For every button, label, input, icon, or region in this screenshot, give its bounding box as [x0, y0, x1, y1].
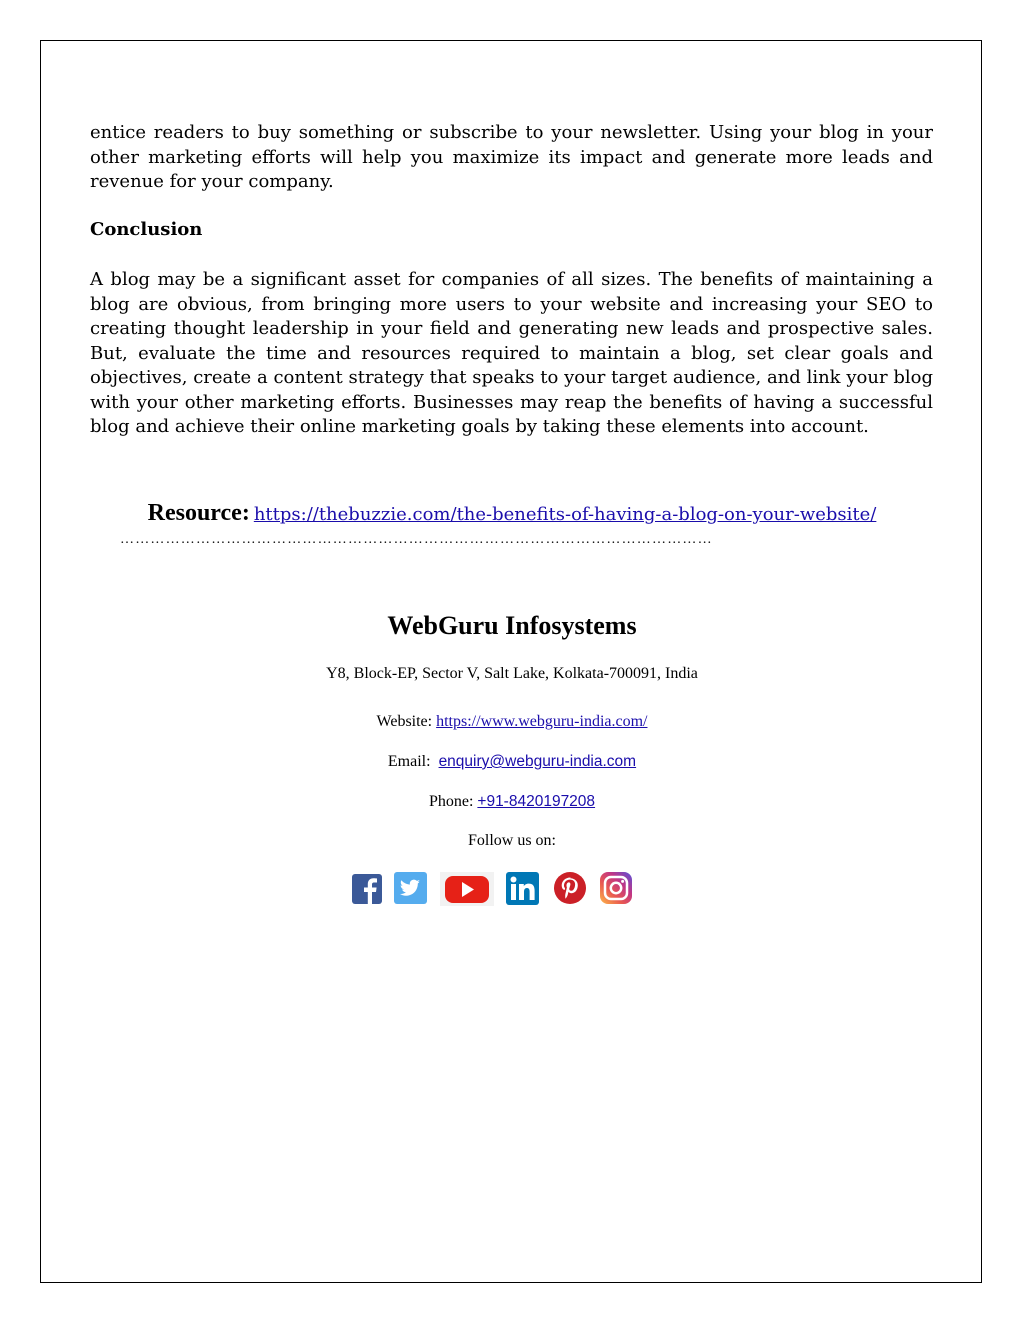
body-paragraph-1: entice readers to buy something or subscribe to your newsletter. Using your blog in your other marketing efforts will help you maximize its impact and generate more leads and revenue for your company.	[90, 122, 933, 192]
pinterest-icon[interactable]	[554, 872, 586, 904]
resource-label: Resource:	[147, 500, 250, 526]
website-label: Website:	[376, 713, 433, 730]
resource-link[interactable]: https://thebuzzie.com/the-benefits-of-having-a-blog-on-your-website/	[253, 504, 877, 525]
youtube-icon[interactable]	[440, 872, 494, 906]
conclusion-heading: Conclusion	[90, 219, 203, 240]
phone-label: Phone:	[428, 793, 474, 810]
email-link[interactable]: enquiry@webguru-india.com	[438, 753, 637, 770]
email-line	[0, 753, 1024, 771]
body-paragraph-2: A blog may be a significant asset for companies of all sizes. The benefits of maintaining a blog are obvious, from bringing more users to your website and increasing your SEO to creating thought leadership in your field and generating new leads and prospective sales. But, evaluate the time and resources required to maintain a blog, set clear goals and objectives, create a content strategy that speaks to your target audience, and link your blog with your other marketing efforts. Businesses may reap the benefits of having a successful blog and achieve their online marketing goals by taking these elements into account.	[90, 269, 933, 437]
facebook-icon[interactable]	[352, 872, 382, 904]
twitter-icon[interactable]	[394, 872, 427, 904]
website-line	[0, 713, 1024, 731]
website-link[interactable]: https://www.webguru-india.com/	[436, 713, 648, 730]
dotted-separator: ………………………………………………………………………………………………………	[120, 532, 713, 547]
resource-line	[0, 500, 1024, 527]
instagram-icon[interactable]	[600, 872, 632, 904]
linkedin-icon[interactable]	[506, 872, 539, 905]
company-address: Y8, Block-EP, Sector V, Salt Lake, Kolkata-700091, India	[326, 665, 698, 682]
phone-line	[0, 793, 1024, 811]
phone-link[interactable]: +91-8420197208	[477, 793, 596, 810]
company-name: WebGuru Infosystems	[387, 611, 637, 640]
follow-us-label: Follow us on:	[467, 832, 556, 849]
email-label: Email:	[387, 753, 431, 770]
